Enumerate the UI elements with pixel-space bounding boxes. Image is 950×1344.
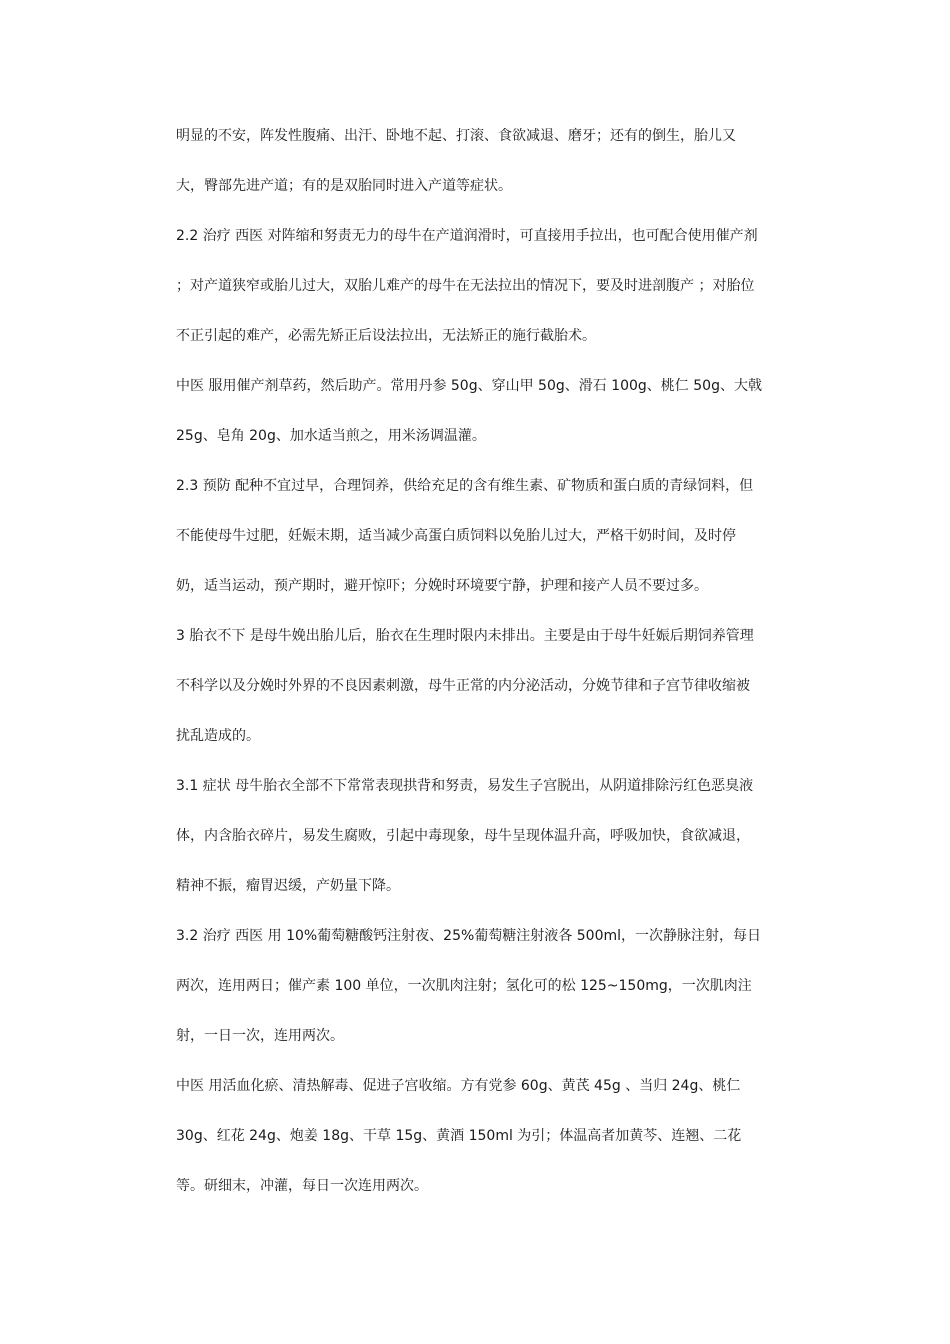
- text-line: 扰乱造成的。: [176, 728, 260, 744]
- text-line: 3 胎衣不下 是母牛娩出胎儿后，胎衣在生理时限内未排出。主要是由于母牛妊娠后期饲养管理: [176, 628, 754, 644]
- text-line: 等。研细末，冲灌，每日一次连用两次。: [176, 1178, 428, 1194]
- text-line: 体，内含胎衣碎片，易发生腐败，引起中毒现象，母牛呈现体温升高，呼吸加快，食欲减退，: [176, 828, 750, 844]
- text-line: 不正引起的难产，必需先矫正后设法拉出，无法矫正的施行截胎术。: [176, 328, 596, 344]
- text-line: 大，臀部先进产道；有的是双胎同时进入产道等症状。: [176, 178, 512, 194]
- text-line: 2.3 预防 配种不宜过早，合理饲养，供给充足的含有维生素、矿物质和蛋白质的青绿饲料，但: [176, 478, 754, 494]
- text-line: 明显的不安，阵发性腹痛、出汗、卧地不起、打滚、食欲减退、磨牙；还有的倒生，胎儿又: [176, 128, 736, 144]
- text-line: ；对产道狭窄或胎儿过大，双胎儿难产的母牛在无法拉出的情况下，要及时进剖腹产 ；对胎位: [176, 278, 755, 294]
- text-line: 30g、红花 24g、炮姜 18g、干草 15g、黄酒 150ml 为引；体温高者加黄芩、连翘、二花: [176, 1128, 742, 1144]
- text-line: 不能使母牛过肥，妊娠末期，适当减少高蛋白质饲料以免胎儿过大，严格干奶时间，及时停: [176, 528, 736, 544]
- text-line: 精神不振，瘤胃迟缓，产奶量下降。: [176, 878, 400, 894]
- text-line: 2.2 治疗 西医 对阵缩和努责无力的母牛在产道润滑时，可直接用手拉出，也可配合使用催产剂: [176, 228, 758, 244]
- text-line: 中医 用活血化瘀、清热解毒、促进子宫收缩。方有党参 60g、黄芪 45g 、当归 24g、桃仁: [176, 1078, 741, 1094]
- text-line: 两次，连用两日；催产素 100 单位，一次肌肉注射；氢化可的松 125~150mg，一次肌肉注: [176, 978, 752, 994]
- text-line: 中医 服用催产剂草药，然后助产。常用丹参 50g、穿山甲 50g、滑石 100g、桃仁 50g、大戟: [176, 378, 762, 394]
- text-line: 25g、皂角 20g、加水适当煎之，用米汤调温灌。: [176, 428, 486, 444]
- text-line: 射，一日一次，连用两次。: [176, 1028, 344, 1044]
- text-line: 奶，适当运动，预产期时，避开惊吓；分娩时环境要宁静，护理和接产人员不要过多。: [176, 578, 708, 594]
- text-line: 不科学以及分娩时外界的不良因素刺激，母牛正常的内分泌活动，分娩节律和子宫节律收缩被: [176, 678, 750, 694]
- text-line: 3.2 治疗 西医 用 10%葡萄糖酸钙注射夜、25%葡萄糖注射液各 500ml，一次静脉注射，每日: [176, 928, 761, 944]
- text-line: 3.1 症状 母牛胎衣全部不下常常表现拱背和努责，易发生子宫脱出，从阴道排除污红色恶臭液: [176, 778, 754, 794]
